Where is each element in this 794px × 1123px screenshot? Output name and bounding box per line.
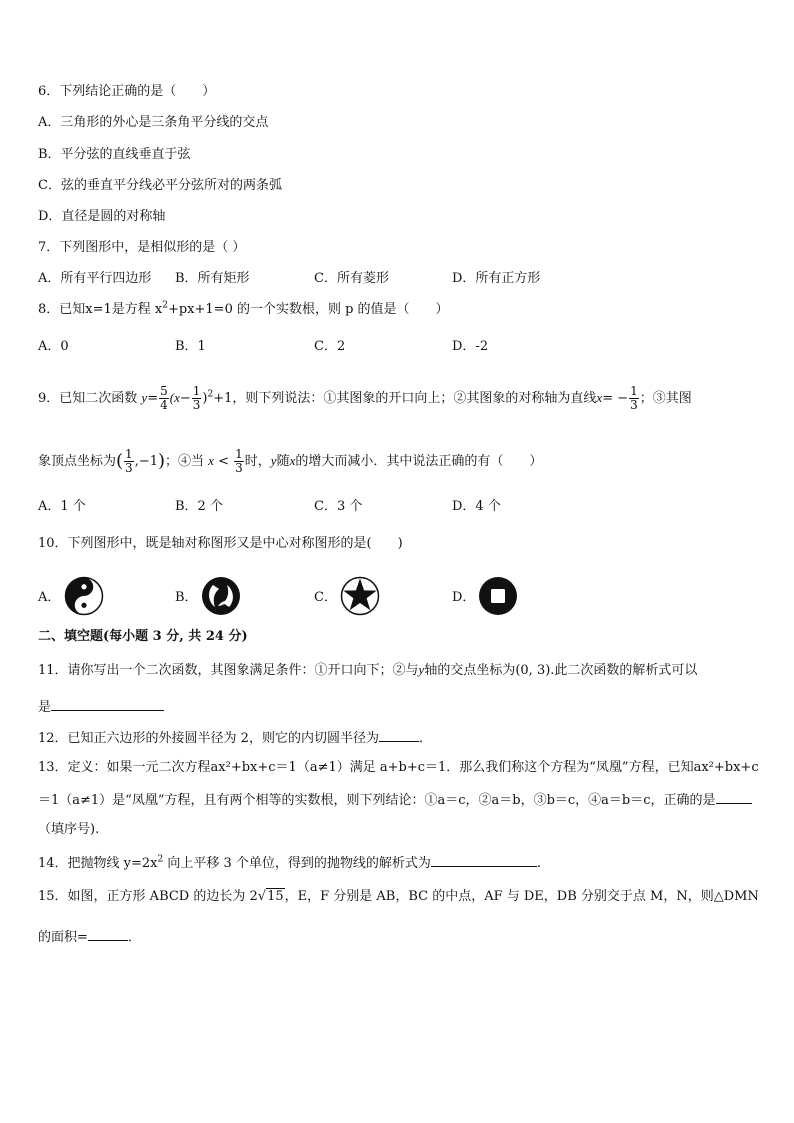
- star-in-circle-icon: [340, 576, 380, 616]
- q13-stem-line1: 13．定义：如果一元二次方程ax²+bx+c＝1（a≠1）满足 a+b+c＝1．那么我们称这个方程为“凤凰”方程，已知ax²+bx+c: [38, 760, 759, 775]
- q8-option-b: B．1: [175, 339, 206, 354]
- q6-option-c: C．弦的垂直平分线必平分弦所对的两条弧: [38, 178, 282, 193]
- q7-option-b: B．所有矩形: [175, 271, 250, 286]
- q8-option-a: A．0: [38, 339, 69, 354]
- q13-answer-blank[interactable]: [716, 790, 752, 804]
- q13-stem-line3: （填序号).: [38, 822, 100, 837]
- q9-stem-line2: 象顶点坐标为( $\frac{1}{3}$ ,−1)；④当 x < $\frac{1}{3}$ 时，y随x的增大而减小．其中说法正确的有（ ）: [38, 447, 543, 475]
- q6-option-b: B．平分弦的直线垂直于弦: [38, 147, 191, 162]
- q14-answer-blank[interactable]: [431, 853, 537, 867]
- q9-option-b: B．2 个: [175, 499, 223, 514]
- q9-option-d: D．4 个: [452, 499, 501, 514]
- q10-option-d-label: D．: [452, 590, 476, 605]
- q9-option-c: C．3 个: [314, 499, 363, 514]
- q15-answer-blank[interactable]: [88, 927, 128, 941]
- q12-stem: 12．已知正六边形的外接圆半径为 2，则它的内切圆半径为 ．: [38, 728, 432, 748]
- q10-option-a-label: A．: [38, 590, 61, 605]
- q6-option-a: A．三角形的外心是三条角平分线的交点: [38, 115, 269, 130]
- q14-stem: 14．把抛物线 $y=2x^2$ 向上平移 3 个单位，得到的抛物线的解析式为 .: [38, 854, 542, 871]
- q6-option-d: D．直径是圆的对称轴: [38, 209, 166, 224]
- q10-option-b-label: B．: [175, 590, 198, 605]
- q7-option-a: A．所有平行四边形: [38, 271, 152, 286]
- section-2-title: 二、填空题(每小题 3 分, 共 24 分): [38, 629, 248, 644]
- q11-answer-blank[interactable]: [51, 697, 164, 711]
- q11-stem-line2: 是: [38, 697, 164, 717]
- q7-stem: 7．下列图形中，是相似形的是（ ）: [38, 240, 246, 255]
- q8-stem: 8．已知x=1是方程 $x^2+px+1=0$ 的一个实数根，则 p 的值是（ ）: [38, 300, 449, 317]
- q8-option-c: C．2: [314, 339, 346, 354]
- sqrt-symbol: √15: [257, 889, 284, 904]
- q15-stem-line1: 15．如图，正方形 ABCD 的边长为 2√15，E，F 分别是 AB，BC 的中点，AF 与 DE，DB 分别交于点 M，N，则△DMN: [38, 889, 759, 904]
- q9-stem-line1: 9．已知二次函数 y= $\frac{5}{4}$ (x− $\frac{1}{3}$ )$^2$+1，则下列说法：①其图象的开口向上；②其图象的对称轴为直线x= − $\frac{1}{3}$ ；③其图: [38, 384, 692, 412]
- q11-stem-line1: 11．请你写出一个二次函数，其图象满足条件：①开口向下；②与y轴的交点坐标为(0, 3).此二次函数的解析式可以: [38, 662, 698, 678]
- q8-option-d: D．-2: [452, 339, 489, 354]
- q12-answer-blank[interactable]: [379, 728, 419, 742]
- square-in-circle-icon: [478, 576, 518, 616]
- q13-stem-line2: ＝1（a≠1）是“凤凰”方程，且有两个相等的实数根，则下列结论：①a＝c，②a＝b，③b＝c，④a＝b＝c，正确的是: [38, 790, 752, 810]
- q15-stem-line2: 的面积= ．: [38, 927, 141, 947]
- q7-option-c: C．所有菱形: [314, 271, 389, 286]
- q9-option-a: A．1 个: [38, 499, 86, 514]
- yin-yang-icon: [64, 576, 104, 616]
- swirl-logo-icon: [201, 576, 241, 616]
- q7-option-d: D．所有正方形: [452, 271, 541, 286]
- q6-stem: 6．下列结论正确的是（ ）: [38, 84, 216, 99]
- q10-option-c-label: C．: [314, 590, 337, 605]
- q10-stem: 10．下列图形中，既是轴对称图形又是中心对称图形的是( ): [38, 536, 403, 551]
